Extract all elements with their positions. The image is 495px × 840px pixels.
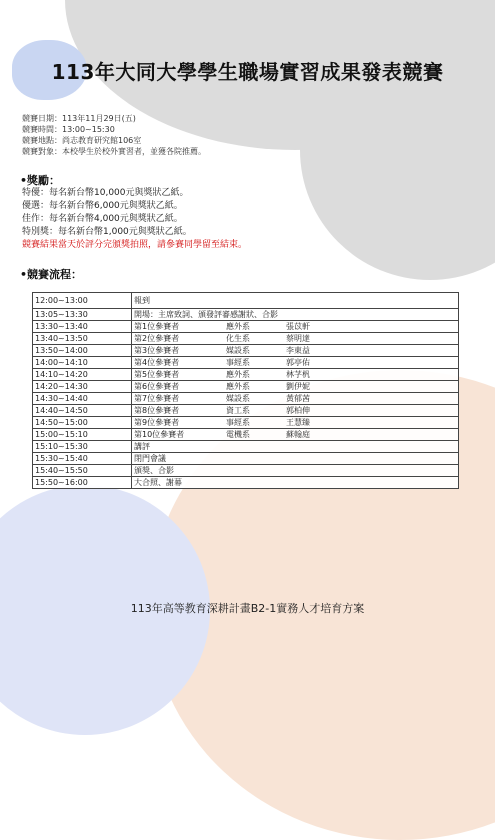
schedule-item bbox=[132, 293, 459, 309]
schedule-item bbox=[132, 357, 459, 369]
schedule-department: 應外系 bbox=[226, 322, 250, 331]
schedule-order: 大合照、謝幕 bbox=[134, 478, 182, 487]
schedule-time: 13:30~13:40 bbox=[33, 321, 132, 333]
schedule-item bbox=[132, 321, 459, 333]
schedule-item bbox=[132, 393, 459, 405]
schedule-item bbox=[132, 417, 459, 429]
schedule-item bbox=[132, 477, 459, 489]
schedule-heading: •競賽流程： bbox=[20, 268, 83, 281]
event-time: 競賽時間：13:00~15:30 bbox=[22, 125, 115, 134]
schedule-time: 14:40~14:50 bbox=[33, 405, 132, 417]
schedule-item bbox=[132, 381, 459, 393]
event-info bbox=[22, 113, 206, 157]
schedule-order: 講評 bbox=[134, 442, 150, 451]
schedule-item bbox=[132, 453, 459, 465]
schedule-time: 14:20~14:30 bbox=[33, 381, 132, 393]
schedule-department: 應外系 bbox=[226, 382, 250, 391]
table-row bbox=[33, 309, 459, 321]
schedule-item bbox=[132, 345, 459, 357]
table-row bbox=[33, 405, 459, 417]
table-row bbox=[33, 333, 459, 345]
schedule-order: 頒獎、合影 bbox=[134, 466, 174, 475]
schedule-time: 13:05~13:30 bbox=[33, 309, 132, 321]
schedule-student-name: 郭亭佑 bbox=[286, 358, 310, 367]
schedule-department: 媒設系 bbox=[226, 346, 250, 355]
schedule-time: 15:10~15:30 bbox=[33, 441, 132, 453]
schedule-order: 第1位參賽者 bbox=[134, 322, 180, 331]
table-row bbox=[33, 453, 459, 465]
table-row bbox=[33, 393, 459, 405]
schedule-item bbox=[132, 369, 459, 381]
schedule-department: 資工系 bbox=[226, 406, 250, 415]
schedule-time: 13:50~14:00 bbox=[33, 345, 132, 357]
schedule-time: 13:40~13:50 bbox=[33, 333, 132, 345]
schedule-item bbox=[132, 441, 459, 453]
table-row bbox=[33, 345, 459, 357]
footer-program-name: 113年高等教育深耕計畫B2-1實務人才培育方案 bbox=[130, 602, 365, 615]
schedule-time: 14:50~15:00 bbox=[33, 417, 132, 429]
schedule-student-name: 林芓杋 bbox=[286, 370, 310, 379]
schedule-student-name: 蔡明達 bbox=[286, 334, 310, 343]
table-row bbox=[33, 429, 459, 441]
awards-heading: •獎勵： bbox=[20, 174, 61, 187]
schedule-student-name: 劉伊妮 bbox=[286, 382, 310, 391]
schedule-time: 15:40~15:50 bbox=[33, 465, 132, 477]
event-location: 競賽地點：尚志教育研究館106室 bbox=[22, 136, 142, 145]
page-title: 113年大同大學學生職場實習成果發表競賽 bbox=[51, 60, 444, 84]
event-participants: 競賽對象：本校學生於校外實習者，並獲各院推薦。 bbox=[22, 147, 206, 156]
schedule-time: 15:30~15:40 bbox=[33, 453, 132, 465]
table-row bbox=[33, 357, 459, 369]
event-date: 競賽日期：113年11月29日(五) bbox=[22, 114, 136, 123]
schedule-item bbox=[132, 405, 459, 417]
table-row bbox=[33, 321, 459, 333]
award-item: 特別獎：每名新台幣1,000元與獎狀乙紙。 bbox=[22, 227, 192, 237]
schedule-order: 第9位參賽者 bbox=[134, 418, 180, 427]
schedule-time: 15:00~15:10 bbox=[33, 429, 132, 441]
awards-note: 競賽結果當天於評分完頒獎拍照，請參賽同學留至結束。 bbox=[22, 240, 248, 250]
schedule-table bbox=[32, 292, 459, 489]
schedule-department: 應外系 bbox=[226, 370, 250, 379]
schedule-order: 第6位參賽者 bbox=[134, 382, 180, 391]
award-item: 特優：每名新台幣10,000元與獎狀乙紙。 bbox=[22, 188, 189, 198]
schedule-department: 化生系 bbox=[226, 334, 250, 343]
award-item: 優選：每名新台幣6,000元與獎狀乙紙。 bbox=[22, 201, 183, 211]
table-row bbox=[33, 381, 459, 393]
schedule-time: 12:00~13:00 bbox=[33, 293, 132, 309]
schedule-item bbox=[132, 465, 459, 477]
schedule-order: 第3位參賽者 bbox=[134, 346, 180, 355]
schedule-time: 14:30~14:40 bbox=[33, 393, 132, 405]
schedule-item bbox=[132, 309, 459, 321]
schedule-time: 14:10~14:20 bbox=[33, 369, 132, 381]
schedule-item bbox=[132, 429, 459, 441]
schedule-order: 閉門會議 bbox=[134, 454, 166, 463]
schedule-student-name: 張苡軒 bbox=[286, 322, 310, 331]
schedule-order: 第7位參賽者 bbox=[134, 394, 180, 403]
schedule-student-name: 王慧臻 bbox=[286, 418, 310, 427]
schedule-student-name: 黃郁茜 bbox=[286, 394, 310, 403]
table-row bbox=[33, 465, 459, 477]
schedule-time: 15:50~16:00 bbox=[33, 477, 132, 489]
schedule-order: 報到 bbox=[134, 296, 150, 305]
schedule-order: 開場：主席致詞、頒發評審感謝狀、合影 bbox=[134, 310, 278, 319]
schedule-student-name: 李東益 bbox=[286, 346, 310, 355]
awards-list bbox=[22, 187, 247, 252]
schedule-department: 事經系 bbox=[226, 418, 250, 427]
schedule-student-name: 郭柏伸 bbox=[286, 406, 310, 415]
schedule-department: 電機系 bbox=[226, 430, 250, 439]
schedule-order: 第4位參賽者 bbox=[134, 358, 180, 367]
schedule-item bbox=[132, 333, 459, 345]
schedule-time: 14:00~14:10 bbox=[33, 357, 132, 369]
table-row bbox=[33, 369, 459, 381]
table-row bbox=[33, 417, 459, 429]
schedule-student-name: 蘇翰庭 bbox=[286, 430, 310, 439]
schedule-department: 事經系 bbox=[226, 358, 250, 367]
schedule-order: 第8位參賽者 bbox=[134, 406, 180, 415]
schedule-department: 媒設系 bbox=[226, 394, 250, 403]
table-row bbox=[33, 477, 459, 489]
schedule-order: 第5位參賽者 bbox=[134, 370, 180, 379]
award-item: 佳作：每名新台幣4,000元與獎狀乙紙。 bbox=[22, 214, 183, 224]
table-row bbox=[33, 293, 459, 309]
schedule-order: 第10位參賽者 bbox=[134, 430, 185, 439]
table-row bbox=[33, 441, 459, 453]
schedule-order: 第2位參賽者 bbox=[134, 334, 180, 343]
